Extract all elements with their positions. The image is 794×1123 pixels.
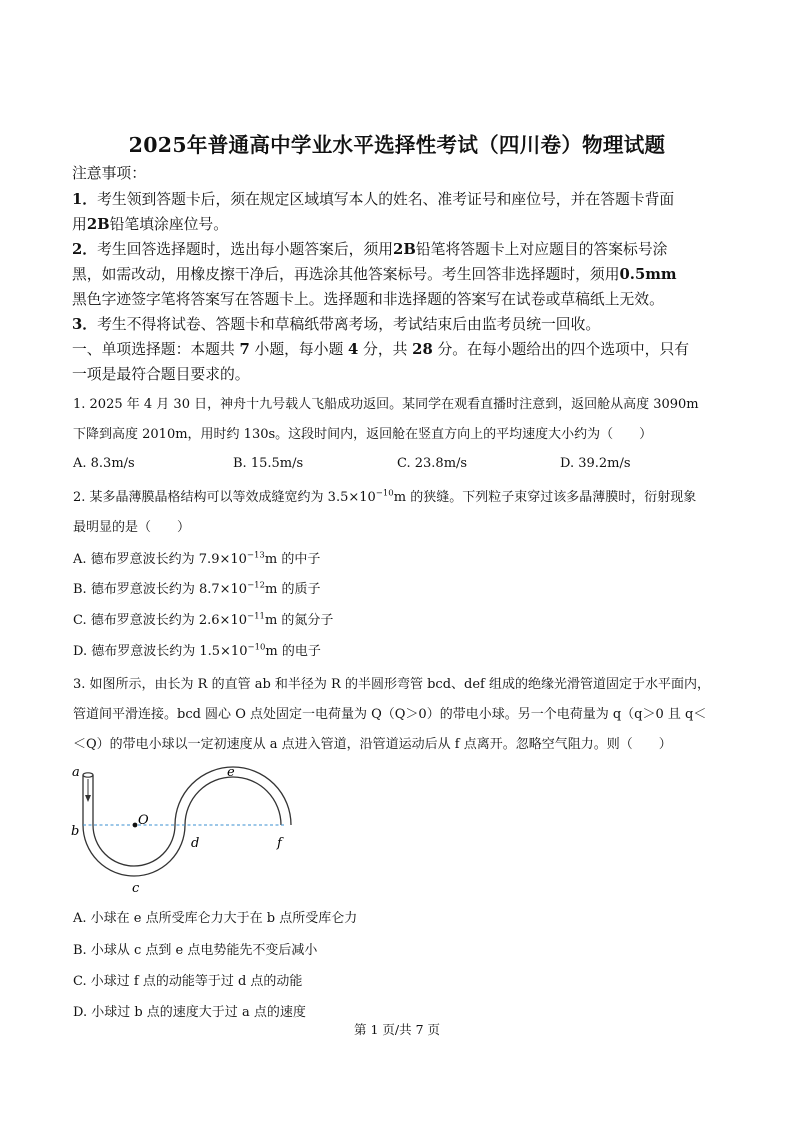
notice-heading: 注意事项： bbox=[72, 165, 146, 182]
q3-option-d: D. 小球过 b 点的速度大于过 a 点的速度 bbox=[73, 1005, 306, 1020]
q2-stem-line-1: 2. 某多晶薄膜晶格结构可以等效成缝宽约为 $3.5\times 10^{-10}m$ 的狭缝。下列粒子束穿过该多晶薄膜时，衍射现象 bbox=[73, 488, 697, 505]
label-f: f bbox=[277, 836, 282, 851]
q2-option-a: A. 德布罗意波长约为 $7.9\times 10^{-13}m$ 的中子 bbox=[73, 550, 321, 567]
q2-stem-line-2: 最明显的是（ ） bbox=[73, 520, 191, 535]
center-point-o bbox=[133, 823, 138, 828]
q3-option-c: C. 小球过 f 点的动能等于过 d 点的动能 bbox=[73, 974, 303, 989]
pipe-track-diagram bbox=[60, 755, 320, 895]
q2-option-c: C. 德布罗意波长约为 $2.6\times 10^{-11}m$ 的氮分子 bbox=[73, 611, 334, 628]
q2-option-d: D. 德布罗意波长约为 $1.5\times 10^{-10}m$ 的电子 bbox=[73, 642, 321, 659]
velocity-arrow-head bbox=[85, 795, 91, 802]
label-b: b bbox=[71, 824, 80, 839]
label-d: d bbox=[191, 836, 200, 851]
q3-stem-line-1: 3. 如图所示，由长为 R 的直管 ab 和半径为 R 的半圆形弯管 bcd、def 组成的绝缘光滑管道固定于水平面内， bbox=[73, 677, 710, 692]
q3-stem-line-3: ＜Q）的带电小球以一定初速度从 a 点进入管道，沿管道运动后从 f 点离开。忽略空气阻力。则（ ） bbox=[73, 737, 672, 752]
q3-option-b: B. 小球从 c 点到 e 点电势能先不变后减小 bbox=[73, 943, 318, 958]
notice-item-3: 3．考生不得将试卷、答题卡和草稿纸带离考场，考试结束后由监考员统一回收。 bbox=[72, 316, 601, 333]
exam-title: 2025年普通高中学业水平选择性考试（四川卷）物理试题 bbox=[128, 133, 666, 157]
pipe-entrance bbox=[83, 773, 93, 777]
q1-option-a: A. 8.3m/s bbox=[73, 456, 135, 471]
q2-option-b: B. 德布罗意波长约为 $8.7\times 10^{-12}m$ 的质子 bbox=[73, 580, 321, 597]
notice-item-2-line-2: 黑，如需改动，用橡皮擦干净后，再选涂其他答案标号。考生回答非选择题时，须用0.5mm bbox=[72, 266, 677, 283]
label-a: a bbox=[72, 765, 80, 780]
pipe-inner-wall bbox=[93, 767, 291, 866]
q1-option-b: B. 15.5m/s bbox=[233, 456, 304, 471]
q1-option-d: D. 39.2m/s bbox=[560, 456, 631, 471]
notice-item-1-line-1: 1．考生领到答题卡后，须在规定区域填写本人的姓名、准考证号和座位号，并在答题卡背面 bbox=[72, 191, 675, 208]
section-1-heading-line-2: 一项是最符合题目要求的。 bbox=[72, 366, 250, 383]
page-footer: 第 1 页/共 7 页 bbox=[353, 1022, 440, 1037]
notice-item-1-line-2: 用2B铅笔填涂座位号。 bbox=[72, 216, 229, 233]
label-e: e bbox=[227, 765, 235, 780]
notice-item-2-line-3: 黑色字迹签字笔将答案写在答题卡上。选择题和非选择题的答案写在试卷或草稿纸上无效。 bbox=[72, 291, 664, 308]
q1-option-c: C. 23.8m/s bbox=[397, 456, 468, 471]
q3-option-a: A. 小球在 e 点所受库仑力大于在 b 点所受库仑力 bbox=[73, 911, 358, 926]
q3-stem-line-2: 管道间平滑连接。bcd 圆心 O 点处固定一电荷量为 Q（Q＞0）的带电小球。另一个电荷量为 q（q＞0 且 q＜ bbox=[73, 707, 707, 722]
section-1-heading: 一、单项选择题：本题共 7 小题，每小题 4 分，共 28 分。在每小题给出的四个选项中，只有 bbox=[72, 341, 690, 358]
notice-item-2-line-1: 2．考生回答选择题时，选出每小题答案后，须用2B铅笔将答题卡上对应题目的答案标号涂 bbox=[72, 241, 668, 258]
label-o: O bbox=[138, 813, 149, 828]
label-c: c bbox=[132, 881, 140, 895]
q1-stem-line-2: 下降到高度 2010m，用时约 130s。这段时间内，返回舱在竖直方向上的平均速度大小约为（ ） bbox=[73, 427, 653, 442]
q1-stem-line-1: 1. 2025 年 4 月 30 日，神舟十九号载人飞船成功返回。某同学在观看直播时注意到，返回舱从高度 3090m bbox=[73, 397, 699, 412]
